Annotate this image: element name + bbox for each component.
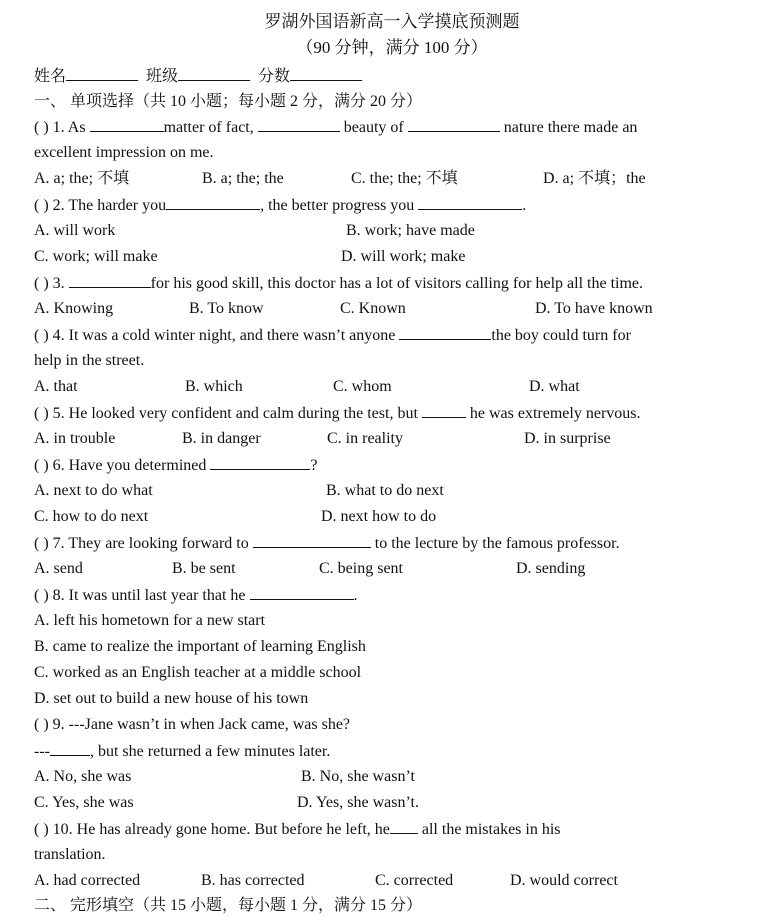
q5-option-d[interactable]: D. in surprise bbox=[524, 430, 611, 447]
class-label: 班级 bbox=[146, 68, 179, 85]
q9-option-b[interactable]: B. No, she wasn’t bbox=[301, 768, 415, 785]
q4-option-d[interactable]: D. what bbox=[529, 378, 580, 395]
q5-option-c[interactable]: C. in reality bbox=[327, 430, 403, 447]
q10-text-a: ( ) 10. He has already gone home. But before he left, he bbox=[34, 821, 390, 838]
q8-text-a: ( ) 8. It was until last year that he bbox=[34, 587, 250, 604]
q3-option-d[interactable]: D. To have known bbox=[535, 300, 653, 317]
q7-option-b[interactable]: B. be sent bbox=[172, 560, 236, 577]
q9-option-d[interactable]: D. Yes, she wasn’t. bbox=[297, 794, 419, 811]
q6-option-a[interactable]: A. next to do what bbox=[34, 482, 153, 499]
q1-option-d[interactable]: D. a; 不填；the bbox=[543, 170, 646, 187]
q7-text-a: ( ) 7. They are looking forward to bbox=[34, 535, 253, 552]
q1-text-a: ( ) 1. As bbox=[34, 119, 90, 136]
q1-continuation: excellent impression on me. bbox=[34, 144, 214, 161]
q9-blank-1[interactable] bbox=[50, 741, 90, 756]
q7-option-a[interactable]: A. send bbox=[34, 560, 83, 577]
q9-answer-line bbox=[34, 741, 330, 761]
q2-text-c: . bbox=[522, 197, 527, 214]
page-subtitle: （90 分钟，满分 100 分） bbox=[296, 38, 488, 57]
q7-option-d[interactable]: D. sending bbox=[516, 560, 586, 577]
q10-blank-1[interactable] bbox=[390, 819, 418, 834]
q6-option-d[interactable]: D. next how to do bbox=[321, 508, 437, 525]
question-1 bbox=[34, 117, 728, 137]
q2-option-a[interactable]: A. will work bbox=[34, 222, 116, 239]
q6-text-b: ? bbox=[310, 457, 318, 474]
q1-text-b: matter of fact, bbox=[163, 119, 258, 136]
question-5 bbox=[34, 403, 641, 423]
q9-text-a: --- bbox=[34, 743, 50, 760]
question-8 bbox=[34, 585, 358, 605]
q10-continuation: translation. bbox=[34, 846, 106, 863]
question-7 bbox=[34, 533, 620, 553]
q6-option-b[interactable]: B. what to do next bbox=[326, 482, 444, 499]
q2-text-b: , the better progress you bbox=[260, 197, 419, 214]
section1-heading: 一、 单项选择（共 10 小题；每小题 2 分，满分 20 分） bbox=[34, 93, 423, 110]
q1-option-b[interactable]: B. a; the; the bbox=[202, 170, 284, 187]
q3-option-b[interactable]: B. To know bbox=[189, 300, 264, 317]
q10-text-b: all the mistakes in his bbox=[417, 821, 561, 838]
q1-text-c: beauty of bbox=[339, 119, 408, 136]
class-field[interactable] bbox=[178, 66, 250, 81]
q3-option-c[interactable]: C. Known bbox=[340, 300, 406, 317]
q7-blank-1[interactable] bbox=[253, 533, 371, 548]
q9-option-c[interactable]: C. Yes, she was bbox=[34, 794, 134, 811]
q3-text-a: ( ) 3. bbox=[34, 275, 69, 292]
q3-option-a[interactable]: A. Knowing bbox=[34, 300, 114, 317]
q8-text-b: . bbox=[353, 587, 358, 604]
q10-option-c[interactable]: C. corrected bbox=[375, 872, 454, 889]
q1-blank-1[interactable] bbox=[90, 117, 164, 132]
q5-option-a[interactable]: A. in trouble bbox=[34, 430, 116, 447]
question-6 bbox=[34, 455, 318, 475]
question-2 bbox=[34, 195, 526, 215]
q3-text-b: for his good skill, this doctor has a lot of visitors calling for help all the time. bbox=[150, 275, 644, 292]
q7-text-b: to the lecture by the famous professor. bbox=[370, 535, 620, 552]
q6-blank-1[interactable] bbox=[210, 455, 310, 470]
q10-option-d[interactable]: D. would correct bbox=[510, 872, 618, 889]
q6-option-c[interactable]: C. how to do next bbox=[34, 508, 149, 525]
q8-option-d[interactable]: D. set out to build a new house of his town bbox=[34, 690, 309, 707]
q5-text-a: ( ) 5. He looked very confident and calm during the test, but bbox=[34, 405, 422, 422]
q7-option-c[interactable]: C. being sent bbox=[319, 560, 403, 577]
q1-blank-2[interactable] bbox=[258, 117, 340, 132]
q2-text-a: ( ) 2. The harder you bbox=[34, 197, 167, 214]
score-field[interactable] bbox=[290, 66, 362, 81]
question-4 bbox=[34, 325, 631, 345]
q2-option-b[interactable]: B. work; have made bbox=[346, 222, 475, 239]
q1-option-a[interactable]: A. a; the; 不填 bbox=[34, 170, 130, 187]
q10-option-a[interactable]: A. had corrected bbox=[34, 872, 141, 889]
score-label: 分数 bbox=[258, 68, 291, 85]
q1-blank-3[interactable] bbox=[408, 117, 500, 132]
q8-option-c[interactable]: C. worked as an English teacher at a middle school bbox=[34, 664, 362, 681]
q3-blank-1[interactable] bbox=[69, 273, 151, 288]
name-label: 姓名 bbox=[34, 68, 67, 85]
page-title: 罗湖外国语新高一入学摸底预测题 bbox=[264, 12, 520, 31]
section2-heading: 二、 完形填空（共 15 小题，每小题 1 分，满分 15 分） bbox=[34, 897, 423, 914]
q9-text-b: , but she returned a few minutes later. bbox=[89, 743, 331, 760]
q2-blank-1[interactable] bbox=[166, 195, 260, 210]
q10-option-b[interactable]: B. has corrected bbox=[201, 872, 305, 889]
q5-option-b[interactable]: B. in danger bbox=[182, 430, 261, 447]
q4-blank-1[interactable] bbox=[399, 325, 491, 340]
q6-text-a: ( ) 6. Have you determined bbox=[34, 457, 211, 474]
name-field[interactable] bbox=[66, 66, 138, 81]
q8-option-a[interactable]: A. left his hometown for a new start bbox=[34, 612, 266, 629]
q4-option-a[interactable]: A. that bbox=[34, 378, 78, 395]
q4-option-c[interactable]: C. whom bbox=[333, 378, 392, 395]
q4-continuation: help in the street. bbox=[34, 352, 145, 369]
question-10 bbox=[34, 819, 561, 839]
q5-blank-1[interactable] bbox=[422, 403, 466, 418]
q4-text-b: the boy could turn for bbox=[491, 327, 631, 344]
q1-text-d: nature there made an bbox=[499, 119, 638, 136]
q1-option-c[interactable]: C. the; the; 不填 bbox=[351, 170, 458, 187]
q4-option-b[interactable]: B. which bbox=[185, 378, 243, 395]
q2-option-d[interactable]: D. will work; make bbox=[341, 248, 466, 265]
question-3 bbox=[34, 273, 643, 293]
q5-text-b: he was extremely nervous. bbox=[465, 405, 641, 422]
q2-option-c[interactable]: C. work; will make bbox=[34, 248, 158, 265]
q8-option-b[interactable]: B. came to realize the important of learning English bbox=[34, 638, 366, 655]
q4-text-a: ( ) 4. It was a cold winter night, and there wasn’t anyone bbox=[34, 327, 400, 344]
q9-option-a[interactable]: A. No, she was bbox=[34, 768, 132, 785]
info-line bbox=[34, 66, 362, 86]
q2-blank-2[interactable] bbox=[418, 195, 522, 210]
question-9: ( ) 9. ---Jane wasn’t in when Jack came, was she? bbox=[34, 716, 351, 733]
q8-blank-1[interactable] bbox=[250, 585, 354, 600]
